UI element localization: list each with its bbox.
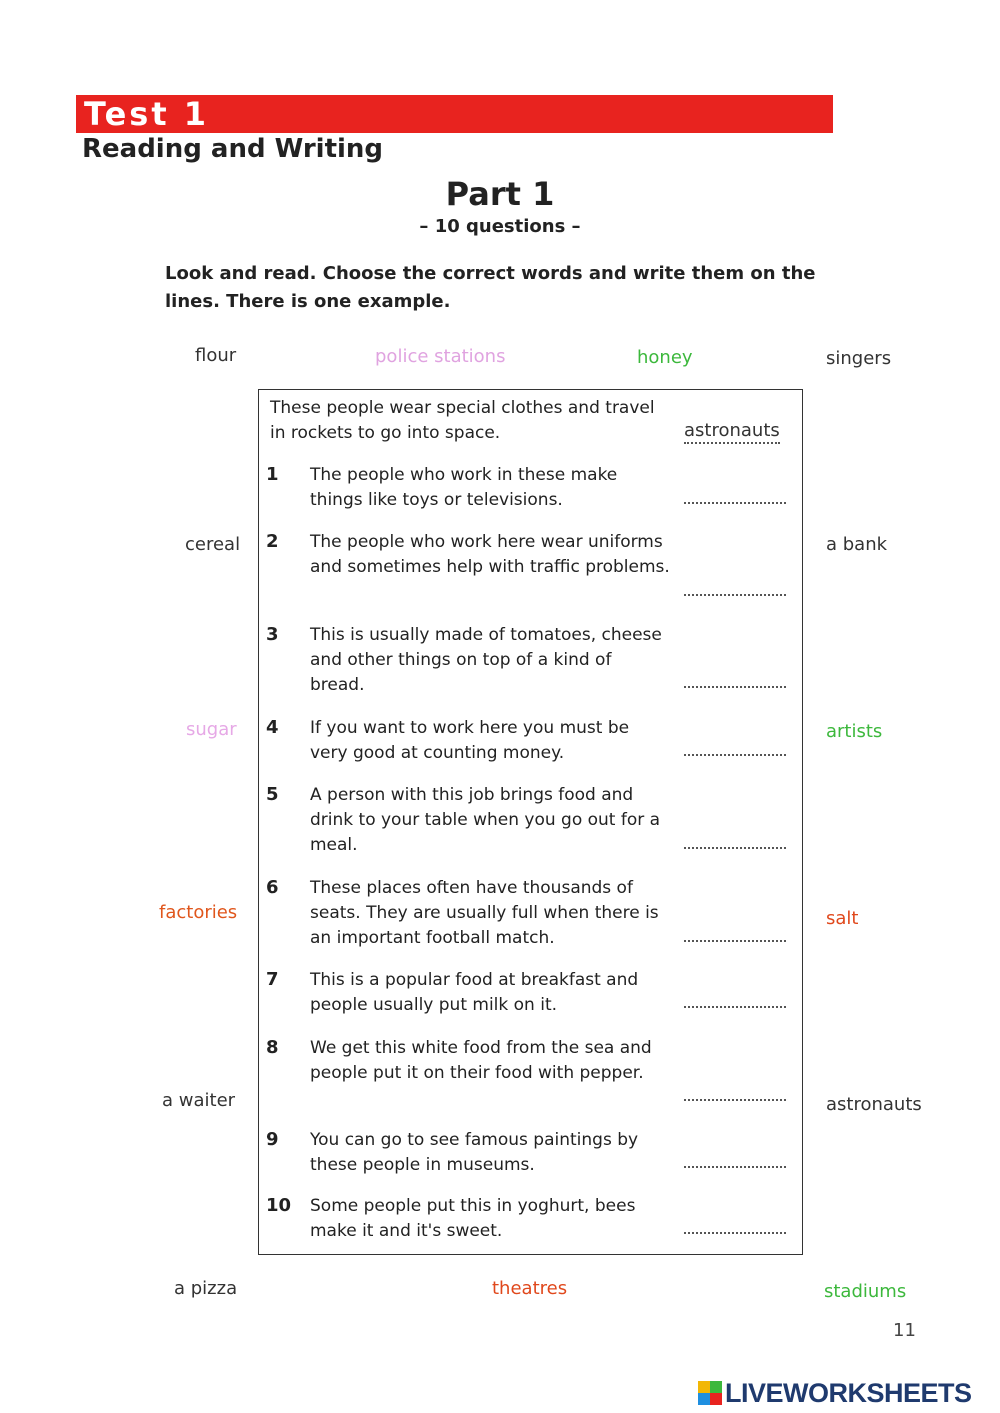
liveworksheets-logo xyxy=(698,1378,972,1408)
answer-input-10[interactable] xyxy=(684,1232,786,1234)
question-number: 4 xyxy=(266,717,279,738)
question-text: A person with this job brings food and drink to your table when you go out for a meal. xyxy=(310,785,661,855)
question-text: Some people put this in yoghurt, bees make it and it's sweet. xyxy=(310,1196,636,1241)
question-number: 1 xyxy=(266,464,279,485)
test-title: Test 1 xyxy=(84,95,210,133)
word-stadiums[interactable]: stadiums xyxy=(824,1281,907,1302)
answer-input-8[interactable] xyxy=(684,1099,786,1101)
word-theatres[interactable]: theatres xyxy=(492,1278,568,1299)
question-number: 6 xyxy=(266,877,279,898)
word-factories[interactable]: factories xyxy=(159,902,238,923)
question-text: This is usually made of tomatoes, cheese and other things on top of a kind of bread. xyxy=(310,625,662,695)
word-singers[interactable]: singers xyxy=(826,348,892,369)
instructions: Look and read. Choose the correct words and write them on the lines. There is one example. xyxy=(165,263,816,312)
question-number: 5 xyxy=(266,784,279,805)
logo-text: LIVEWORKSHEETS xyxy=(725,1377,972,1408)
answer-input-3[interactable] xyxy=(684,686,786,688)
answer-input-4[interactable] xyxy=(684,754,786,756)
question-text: The people who work here wear uniforms and sometimes help with traffic problems. xyxy=(310,532,670,577)
example-answer: astronauts xyxy=(684,420,780,444)
word-salt[interactable]: salt xyxy=(826,908,859,929)
question-text: We get this white food from the sea and people put it on their food with pepper. xyxy=(310,1038,652,1083)
word-astronauts[interactable]: astronauts xyxy=(826,1094,922,1115)
word-sugar[interactable]: sugar xyxy=(186,719,237,740)
word-honey[interactable]: honey xyxy=(637,347,693,368)
question-text: This is a popular food at breakfast and people usually put milk on it. xyxy=(310,970,639,1015)
question-text: You can go to see famous paintings by these people in museums. xyxy=(310,1130,639,1175)
section-title: Reading and Writing xyxy=(82,134,384,164)
word-a-pizza[interactable]: a pizza xyxy=(174,1278,238,1299)
word-a-waiter[interactable]: a waiter xyxy=(162,1090,236,1111)
word-flour[interactable]: flour xyxy=(195,345,237,366)
answer-input-7[interactable] xyxy=(684,1006,786,1008)
word-cereal[interactable]: cereal xyxy=(185,534,241,555)
question-number: 10 xyxy=(266,1195,292,1216)
word-a-bank[interactable]: a bank xyxy=(826,534,888,555)
question-number: 9 xyxy=(266,1129,279,1150)
answer-input-1[interactable] xyxy=(684,502,786,504)
example-text: These people wear special clothes and travel in rockets to go into space. xyxy=(270,398,655,443)
word-artists[interactable]: artists xyxy=(826,721,883,742)
question-text: If you want to work here you must be very good at counting money. xyxy=(310,718,630,763)
question-number: 3 xyxy=(266,624,279,645)
answer-input-2[interactable] xyxy=(684,594,786,596)
answer-input-5[interactable] xyxy=(684,847,786,849)
question-number: 2 xyxy=(266,531,279,552)
answer-input-9[interactable] xyxy=(684,1166,786,1168)
test-banner xyxy=(76,95,833,133)
page-number: 11 xyxy=(893,1320,916,1341)
answer-input-6[interactable] xyxy=(684,940,786,942)
liveworksheets-grid-icon xyxy=(698,1381,722,1405)
word-police-stations[interactable]: police stations xyxy=(375,346,506,367)
part-title: Part 1 xyxy=(445,175,555,213)
question-text: The people who work in these make things like toys or televisions. xyxy=(310,465,618,510)
question-number: 7 xyxy=(266,969,279,990)
question-number: 8 xyxy=(266,1037,279,1058)
part-subtitle: – 10 questions – xyxy=(419,216,581,237)
question-text: These places often have thousands of seats. They are usually full when there is an important football match. xyxy=(310,878,659,948)
